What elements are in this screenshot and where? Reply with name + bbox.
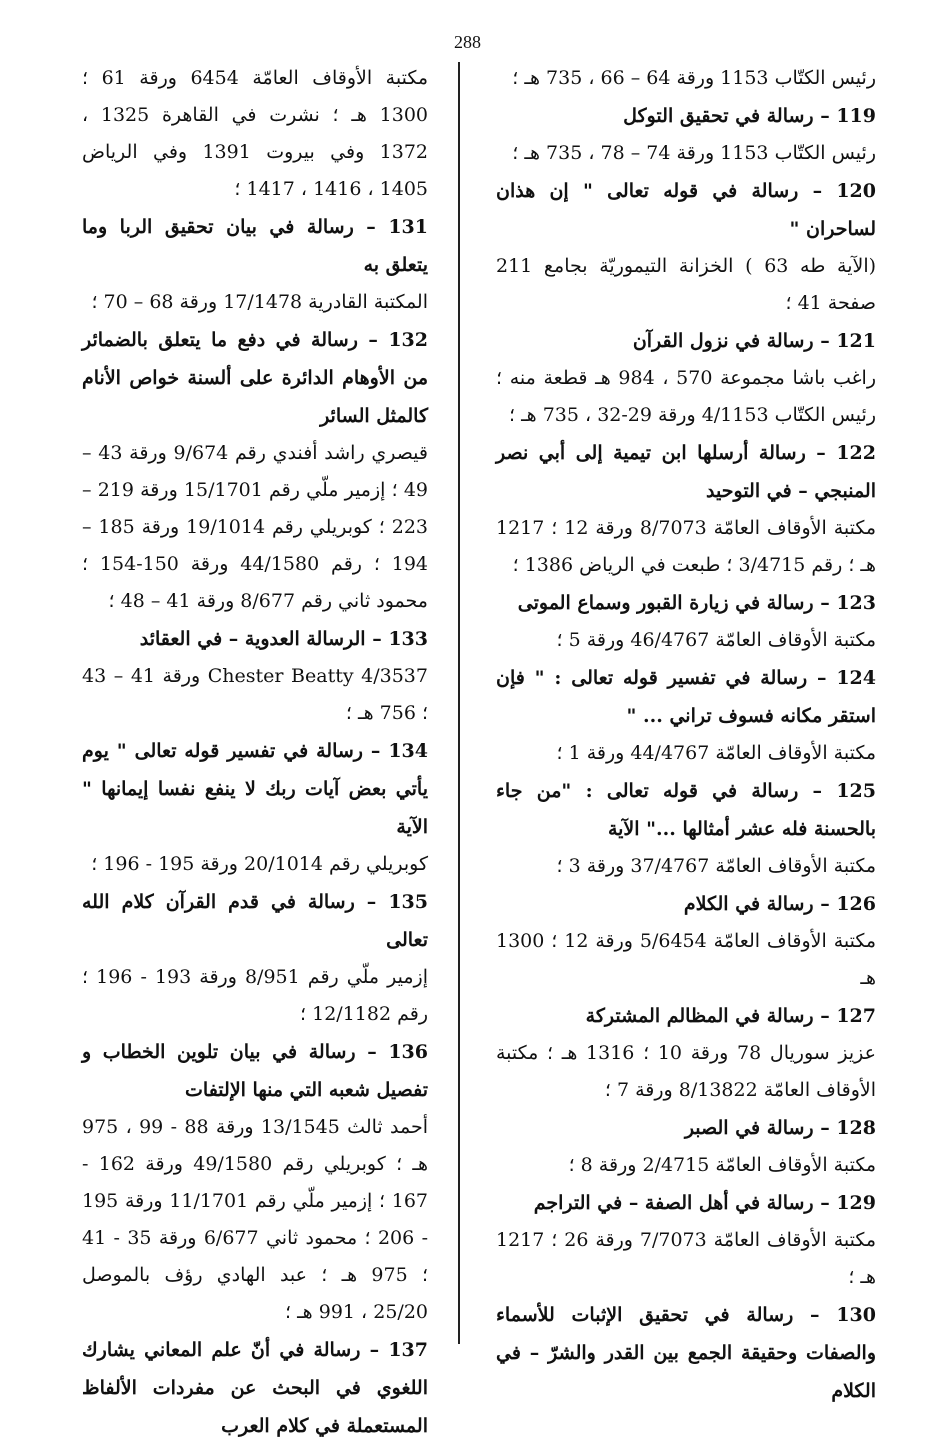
entry bbox=[496, 885, 876, 997]
entry-detail: رئيس الكتّاب 1153 ورقة 74 – 78 ، 735 هـ ؛ bbox=[512, 142, 876, 164]
entry-title: 126 – رسالة في الكلام bbox=[683, 893, 876, 915]
entry-title: 121 – رسالة في نزول القرآن bbox=[632, 330, 876, 352]
column-divider bbox=[458, 62, 460, 1344]
entry-detail: مكتبة الأوقاف العامّة 37/4767 ورقة 3 ؛ bbox=[556, 855, 876, 877]
entry bbox=[496, 584, 876, 659]
left-column bbox=[82, 60, 428, 1445]
entry-title: 128 – رسالة في الصبر bbox=[684, 1117, 876, 1139]
entry bbox=[496, 1296, 876, 1410]
entry-title: 137 – رسالة في أنّ علم المعاني يشارك اللغوي في البحث عن مفردات الألفاظ المستعملة في كلام العرب bbox=[82, 1339, 428, 1437]
entry-detail: أحمد ثالث 13/1545 ورقة 88 - 99 ، 975 هـ ؛ كوبريلي رقم 49/1580 ورقة 162 - 167 ؛ إزمير ملّي رقم 11/1701 ورقة 195 - 206 ؛ محمود ثاني 6/677 ورقة 35 - 41 ؛ 975 هـ ؛ عبد الهادي رؤف بالموصل 25/20 ، 991 هـ ؛ bbox=[82, 1116, 429, 1323]
entry-title: 122 – رسالة أرسلها ابن تيمية إلى أبي نصر المنبجي – في التوحيد bbox=[496, 442, 876, 502]
entry-title: 120 – رسالة في قوله تعالى " إن هذان لساحران " bbox=[496, 180, 876, 240]
entry bbox=[496, 322, 876, 434]
entry-detail: مكتبة الأوقاف العامّة 5/6454 ورقة 12 ؛ 1300 هـ bbox=[496, 930, 877, 989]
entry bbox=[82, 620, 428, 732]
entry-detail: (الآية طه 63 ) الخزانة التيموريّة بجامع 211 صفحة 41 ؛ bbox=[496, 255, 877, 314]
page-number: 288 bbox=[454, 32, 481, 52]
entry-title: 129 – رسالة في أهل الصفة – في التراجم bbox=[533, 1192, 876, 1214]
entry-title: 130 – رسالة في تحقيق الإثبات للأسماء والصفات وحقيقة الجمع بين القدر والشرّ – في الكلام bbox=[496, 1304, 876, 1402]
entry-detail: مكتبة الأوقاف العامّة 44/4767 ورقة 1 ؛ bbox=[556, 742, 876, 764]
entry bbox=[496, 772, 876, 885]
entry bbox=[496, 997, 876, 1109]
entry bbox=[496, 659, 876, 772]
entry-detail: مكتبة الأوقاف العامّة 6454 ورقة 61 ؛ 1300 هـ ؛ نشرت في القاهرة 1325 ، 1372 وفي بيروت 1391 وفي الرياض 1405 ، 1416 ، 1417 ؛ bbox=[82, 67, 428, 200]
entry-detail: مكتبة الأوقاف العامّة 46/4767 ورقة 5 ؛ bbox=[556, 629, 876, 651]
entry-title: 132 – رسالة في دفع ما يتعلق بالضمائر من الأوهام الدائرة على ألسنة خواص الأنام كالمثل السائر bbox=[82, 329, 428, 427]
entry-detail: مكتبة الأوقاف العامّة 2/4715 ورقة 8 ؛ bbox=[568, 1154, 876, 1176]
entry bbox=[496, 172, 876, 322]
entry-title: 136 – رسالة في بيان تلوين الخطاب و تفصيل شعبه التي منها الإلتفات bbox=[82, 1041, 428, 1101]
entry bbox=[496, 97, 876, 172]
entry-title: 135 – رسالة في قدم القرآن كلام الله تعالى bbox=[82, 891, 428, 951]
entry-title: 124 – رسالة في تفسير قوله تعالى : " فإن استقر مكانه فسوف تراني ... " bbox=[496, 667, 876, 727]
entry bbox=[496, 1109, 876, 1184]
entry-detail: مكتبة الأوقاف العامّة 8/7073 ورقة 12 ؛ 1217 هـ ؛ رقم 3/4715 ؛ طبعت في الرياض 1386 ؛ bbox=[496, 517, 877, 576]
entry-title: 125 – رسالة في قوله تعالى : "من جاء بالحسنة فله عشر أمثالها ..." الآية bbox=[496, 780, 876, 840]
entry-title: 133 – الرسالة العدوية – في العقائد bbox=[139, 628, 428, 650]
entry bbox=[496, 60, 876, 97]
entry-detail: راغب باشا مجموعة 570 ، 984 هـ قطعة منه ؛ رئيس الكتّاب 4/1153 ورقة 29-32 ، 735 هـ ؛ bbox=[496, 367, 876, 426]
entry-detail: Chester Beatty 4/3537 ورقة 41 – 43 ؛ 756 هـ ؛ bbox=[82, 665, 428, 724]
entry-detail: رئيس الكتّاب 1153 ورقة 64 – 66 ، 735 هـ ؛ bbox=[512, 67, 876, 89]
entry bbox=[82, 208, 428, 321]
entry-title: 134 – رسالة في تفسير قوله تعالى " يوم يأتي بعض آيات ربك لا ينفع نفسا إيمانها " الآية bbox=[82, 740, 428, 838]
entry-detail: المكتبة القادرية 17/1478 ورقة 68 – 70 ؛ bbox=[91, 291, 428, 313]
entry bbox=[82, 1331, 428, 1445]
entry bbox=[496, 1184, 876, 1296]
entry bbox=[82, 60, 428, 208]
entry-detail: قيصري راشد أفندي رقم 9/674 ورقة 43 – 49 ؛ إزمير ملّي رقم 15/1701 ورقة 219 – 223 ؛ كوبريلي رقم 19/1014 ورقة 185 – 194 ؛ رقم 44/1580 ورقة 150-154 ؛ محمود ثاني رقم 8/677 ورقة 41 – 48 ؛ bbox=[82, 442, 429, 612]
entry-detail: كوبريلي رقم 20/1014 ورقة 195 - 196 ؛ bbox=[91, 853, 428, 875]
entry bbox=[82, 1033, 428, 1331]
entry-detail: إزمير ملّي رقم 8/951 ورقة 193 - 196 ؛ رقم 12/1182 ؛ bbox=[82, 966, 428, 1025]
entry bbox=[496, 434, 876, 584]
entry-title: 127 – رسالة في المظالم المشتركة bbox=[585, 1005, 876, 1027]
entry-title: 123 – رسالة في زيارة القبور وسماع الموتى bbox=[517, 592, 876, 614]
entry bbox=[82, 321, 428, 620]
entry-detail: مكتبة الأوقاف العامّة 7/7073 ورقة 26 ؛ 1217 هـ ؛ bbox=[496, 1229, 877, 1288]
right-column bbox=[496, 60, 876, 1410]
entry bbox=[82, 883, 428, 1033]
entry-title: 119 – رسالة في تحقيق التوكل bbox=[623, 105, 876, 127]
entry bbox=[82, 732, 428, 883]
entry-title: 131 – رسالة في بيان تحقيق الربا وما يتعلق به bbox=[82, 216, 428, 276]
entry-detail: عزيز سوريال 78 ورقة 10 ؛ 1316 هـ ؛ مكتبة الأوقاف العامّة 8/13822 ورقة 7 ؛ bbox=[496, 1042, 876, 1101]
